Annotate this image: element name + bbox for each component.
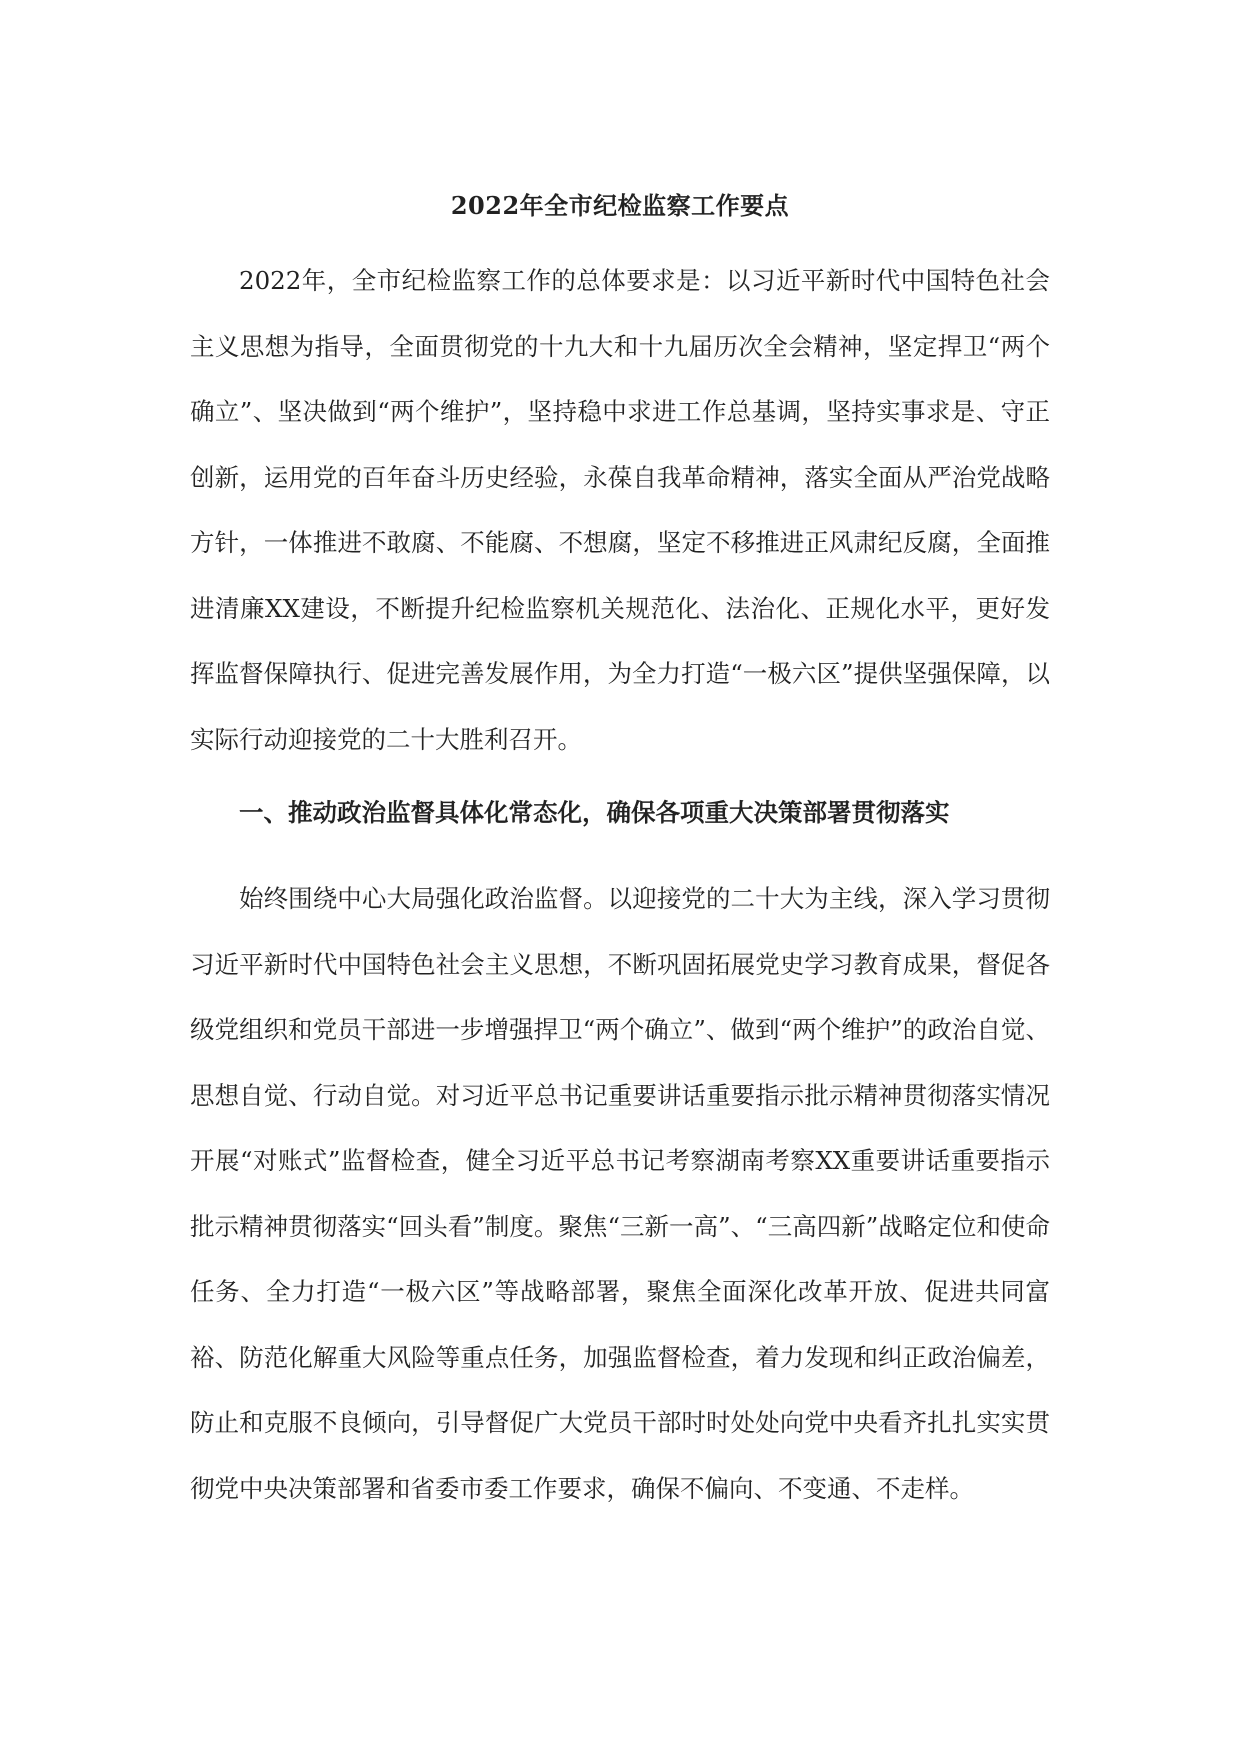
section-paragraph: 始终围绕中心大局强化政治监督。以迎接党的二十大为主线，深入学习贯彻习近平新时代中国特色社会主义思想，不断巩固拓展党史学习教育成果，督促各级党组织和党员干部进一步增强捍卫“两个确立”、做到“两个维护”的政治自觉、思想自觉、行动自觉。对习近平总书记重要讲话重要指示批示精神贯彻落实情况开展“对账式”监督检查，健全习近平总书记考察湖南考察XX重要讲话重要指示批示精神贯彻落实“回头看”制度。聚焦“三新一高”、“三高四新”战略定位和使命任务、全力打造“一极六区”等战略部署，聚焦全面深化改革开放、促进共同富裕、防范化解重大风险等重点任务，加强监督检查，着力发现和纠正政治偏差，防止和克服不良倾向，引导督促广大党员干部时时处处向党中央看齐扎扎实实贯彻党中央决策部署和省委市委工作要求，确保不偏向、不变通、不走样。	[190, 884, 1050, 1503]
intro-paragraph: 2022年，全市纪检监察工作的总体要求是：以习近平新时代中国特色社会主义思想为指导，全面贯彻党的十九大和十九届历次全会精神，坚定捍卫“两个确立”、坚决做到“两个维护”，坚持稳中求进工作总基调，坚持实事求是、守正创新，运用党的百年奋斗历史经验，永葆自我革命精神，落实全面从严治党战略方针，一体推进不敢腐、不能腐、不想腐，坚定不移推进正风肃纪反腐，全面推进清廉XX建设，不断提升纪检监察机关规范化、法治化、正规化水平，更好发挥监督保障执行、促进完善发展作用，为全力打造“一极六区”提供坚强保障，以实际行动迎接党的二十大胜利召开。	[190, 266, 1050, 754]
section-heading: 一、推动政治监督具体化常态化，确保各项重大决策部署贯彻落实	[239, 798, 950, 827]
document-title: 2022年全市纪检监察工作要点	[450, 191, 790, 220]
document-page	[190, 0, 1050, 1754]
